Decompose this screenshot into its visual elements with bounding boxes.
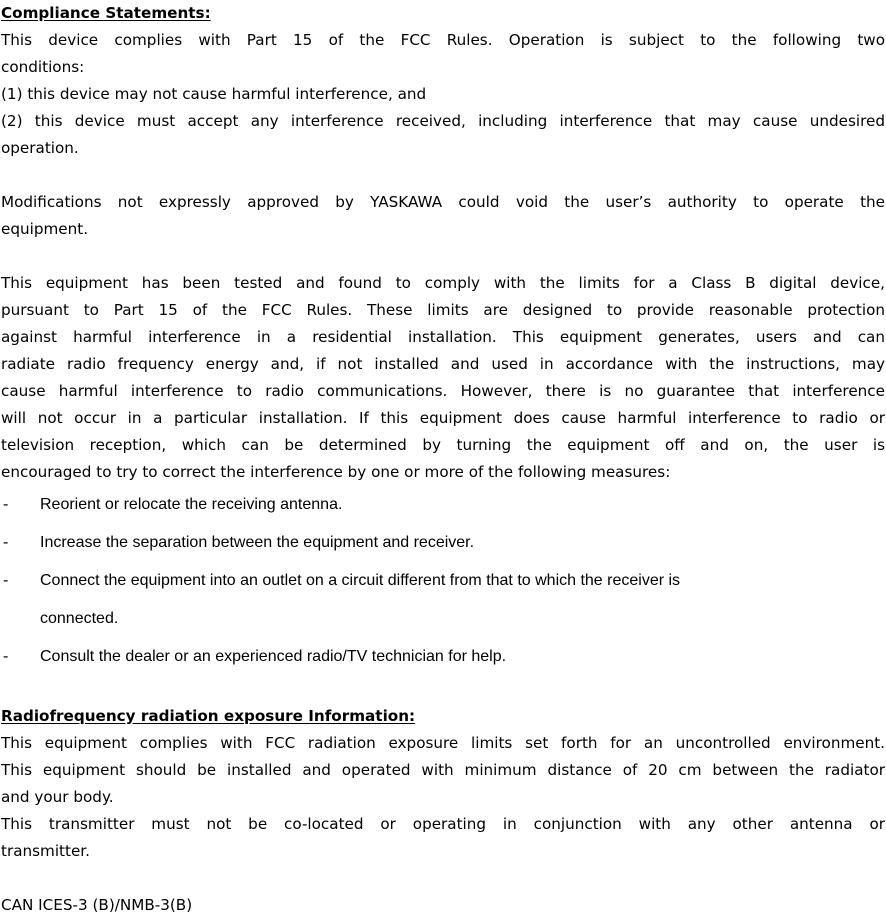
class-b-line: radiate radio frequency energy and, if not installed and used in accordance with the instructions, may bbox=[1, 355, 885, 373]
rf-exposure-line: This equipment should be installed and operated with minimum distance of 20 cm between the radiator bbox=[1, 761, 885, 779]
measure-text: Consult the dealer or an experienced radio/TV technician for help. bbox=[40, 648, 507, 665]
rf-exposure-line: This transmitter must not be co-located or operating in conjunction with any other antenna or bbox=[1, 815, 885, 833]
class-b-line: pursuant to Part 15 of the FCC Rules. These limits are designed to provide reasonable protection bbox=[1, 301, 885, 319]
compliance-paragraph-line: This device complies with Part 15 of the FCC Rules. Operation is subject to the following two bbox=[1, 31, 885, 49]
dash-bullet: - bbox=[3, 572, 9, 589]
dash-bullet: - bbox=[3, 496, 9, 513]
compliance-heading: Compliance Statements: bbox=[1, 4, 211, 22]
list-item bbox=[1, 524, 885, 562]
paragraph-spacer bbox=[1, 162, 885, 189]
list-item bbox=[1, 562, 885, 638]
measures-list bbox=[1, 486, 885, 676]
measure-text-line: Connect the equipment into an outlet on a circuit different from that to which the receiver is bbox=[40, 572, 681, 589]
rf-exposure-line: transmitter. bbox=[1, 842, 90, 860]
measure-text: Increase the separation between the equipment and receiver. bbox=[40, 534, 475, 551]
rf-exposure-heading: Radiofrequency radiation exposure Information: bbox=[1, 707, 416, 725]
dash-bullet: - bbox=[3, 648, 9, 665]
class-b-line: This equipment has been tested and found to comply with the limits for a Class B digital device, bbox=[1, 274, 885, 292]
modifications-line: Modifications not expressly approved by YASKAWA could void the user’s authority to operate the bbox=[1, 193, 885, 211]
class-b-line: against harmful interference in a residential installation. This equipment generates, users and can bbox=[1, 328, 885, 346]
list-item bbox=[1, 638, 885, 676]
ices-statement: CAN ICES-3 (B)/NMB-3(B) bbox=[1, 896, 193, 914]
class-b-line: will not occur in a particular installation. If this equipment does cause harmful interference to radio or bbox=[1, 409, 885, 427]
measure-text: Reorient or relocate the receiving antenna. bbox=[40, 496, 343, 513]
class-b-line: encouraged to try to correct the interference by one or more of the following measures: bbox=[1, 463, 671, 481]
paragraph-spacer bbox=[1, 865, 885, 892]
class-b-line: cause harmful interference to radio communications. However, there is no guarantee that interference bbox=[1, 382, 885, 400]
paragraph-spacer bbox=[1, 243, 885, 270]
modifications-line: equipment. bbox=[1, 220, 89, 238]
condition-2-line: (2) this device must accept any interference received, including interference that may cause undesired bbox=[1, 112, 885, 130]
compliance-paragraph-line: conditions: bbox=[1, 58, 85, 76]
condition-2-line: operation. bbox=[1, 139, 79, 157]
list-item bbox=[1, 486, 885, 524]
rf-exposure-line: This equipment complies with FCC radiation exposure limits set forth for an uncontrolled environment. bbox=[1, 734, 885, 752]
measure-text bbox=[40, 562, 885, 638]
paragraph-spacer bbox=[1, 676, 885, 703]
class-b-line: television reception, which can be determined by turning the equipment off and on, the user is bbox=[1, 436, 885, 454]
measure-text-line: connected. bbox=[40, 610, 119, 627]
dash-bullet: - bbox=[3, 534, 9, 551]
condition-1: (1) this device may not cause harmful interference, and bbox=[1, 85, 427, 103]
rf-exposure-line: and your body. bbox=[1, 788, 114, 806]
